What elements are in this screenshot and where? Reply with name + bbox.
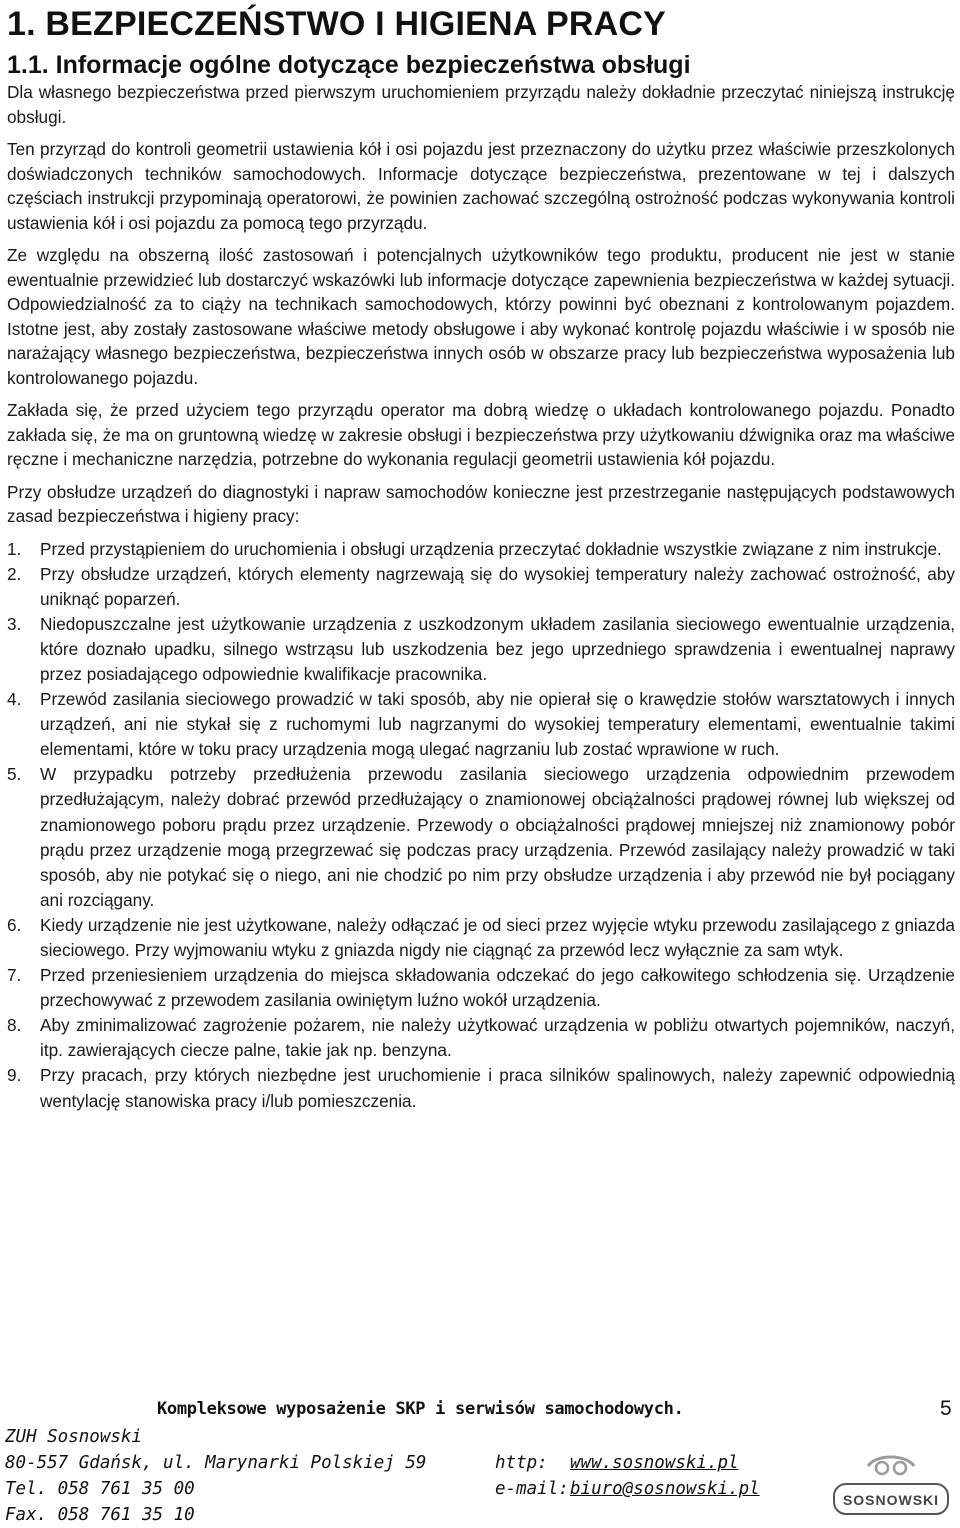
list-item bbox=[7, 963, 955, 1013]
list-item-text: Niedopuszczalne jest użytkowanie urządzenia z uszkodzonym układem zasilania sieciowego ewentualnie urządzenia, które doznało upadku, silnego wstrząsu lub uszkodzenia bez jego uprzedniego sprawdzenia i ewentualnej naprawy przez posiadającego odpowiednie kwalifikacje pracownika. bbox=[40, 613, 955, 684]
list-item-text: W przypadku potrzeby przedłużenia przewodu zasilania sieciowego urządzenia odpowiednim przewodem przedłużającym, należy dobrać przewód przedłużający o znamionowej obciążalności prądowej równej lub większej od znamionowego poboru prądu przez urządzenie. Przewody o obciążalności prądowej mniejszej niż znamionowy pobór prądu przez urządzenie mogą przegrzewać się podczas pracy urządzenia. Przewód zasilający należy prowadzić w taki sposób, aby nie potykać się o niego, ani nie chodzić po nim przy obsłudze urządzenia i aby przewód nie był pociągany ani rozciągany. bbox=[40, 764, 955, 910]
http-label: http: bbox=[495, 1453, 548, 1473]
list-item-number: 9. bbox=[7, 1065, 22, 1086]
list-item-number: 6. bbox=[7, 914, 22, 935]
list-item-number: 8. bbox=[7, 1015, 22, 1036]
list-item-number: 5. bbox=[7, 764, 22, 785]
subsection-heading: 1.1. Informacje ogólne dotyczące bezpieczeństwa obsługi bbox=[7, 51, 691, 79]
paragraph: Przy obsłudze urządzeń do diagnostyki i napraw samochodów konieczne jest przestrzeganie następujących podstawowych zasad bezpieczeństwa i higieny pracy: bbox=[7, 481, 955, 526]
list-item bbox=[7, 913, 955, 963]
list-item-text: Przy obsłudze urządzeń, których elementy nagrzewają się do wysokiej temperatury należy zachować ostrożność, aby uniknąć poparzeń. bbox=[40, 563, 955, 609]
sosnowski-logo bbox=[828, 1440, 954, 1520]
list-item-number: 3. bbox=[7, 613, 22, 634]
list-item bbox=[7, 562, 955, 612]
company-address: 80-557 Gdańsk, ul. Marynarki Polskiej 59 bbox=[5, 1453, 427, 1473]
footer-tagline: Kompleksowe wyposażenie SKP i serwisów samochodowych. bbox=[157, 1399, 684, 1419]
company-name: ZUH Sosnowski bbox=[5, 1427, 142, 1447]
list-item-text: Przewód zasilania sieciowego prowadzić w taki sposób, aby nie opierał się o krawędzie stołów warsztatowych i innych urządzeń, ani nie stykał się z ruchomymi lub nagrzanymi do wysokiej temperatury elementami, ewentualnie takimi elementami, które w toku pracy urządzenia mogą ulegać nagrzaniu lub zostać wprawione w ruch. bbox=[40, 689, 955, 760]
email-label: e-mail: bbox=[495, 1479, 569, 1499]
list-item bbox=[7, 612, 955, 687]
list-item-number: 4. bbox=[7, 689, 22, 710]
phone-number: Tel. 058 761 35 00 bbox=[5, 1479, 195, 1499]
list-item-text: Przy pracach, przy których niezbędne jest uruchomienie i praca silników spalinowych, należy zapewnić odpowiednią wentylację stanowiska pracy i/lub pomieszczenia. bbox=[40, 1065, 955, 1111]
list-item bbox=[7, 1063, 955, 1113]
paragraph: Ze względu na obszerną ilość zastosowań i potencjalnych użytkowników tego produktu, producent nie jest w stanie ewentualnie przewidzieć lub dostarczyć wskazówki lub informacje dotyczące zapewnienia bezpieczeństwa w każdej sytuacji. Odpowiedzialność za to ciąży na technikach samochodowych, którzy powinni być obeznani z kontrolowanym pojazdem. Istotne jest, aby zostały zastosowane właściwe metody obsługowe i aby wykonać kontrolę pojazdu właściwie i w sposób nie narażający własnego bezpieczeństwa, bezpieczeństwa innych osób w obszarze pracy lub bezpieczeństwa wyposażenia lub kontrolowanego pojazdu. bbox=[7, 245, 955, 388]
list-item-number: 7. bbox=[7, 965, 22, 986]
list-item-number: 1. bbox=[7, 538, 22, 559]
paragraph: Ten przyrząd do kontroli geometrii ustawienia kół i osi pojazdu jest przeznaczony do użytku przez właściwie przeszkolonych doświadczonych techników samochodowych. Informacje dotyczące bezpieczeństwa, prezentowane w tej i dalszych częściach instrukcji przypominają operatorowi, że powinien zachować szczególną ostrożność podczas wykonywania kontroli ustawienia kół i osi pojazdu za pomocą tego przyrządu. bbox=[7, 139, 955, 233]
paragraph: Zakłada się, że przed użyciem tego przyrządu operator ma dobrą wiedzę o układach kontrolowanego pojazdu. Ponadto zakłada się, że ma on gruntowną wiedzę w zakresie obsługi i bezpieczeństwa przy użytkowaniu dźwignika oraz ma właściwe ręczne i mechaniczne narzędzia, potrzebne do wykonania regulacji geometrii ustawienia kół pojazdu. bbox=[7, 400, 955, 469]
list-item-text: Przed przeniesieniem urządzenia do miejsca składowania odczekać do jego całkowitego schłodzenia się. Urządzenie przechowywać z przewodem zasilania owiniętym luźno wokół urządzenia. bbox=[40, 965, 955, 1011]
fax-number: Fax. 058 761 35 10 bbox=[5, 1505, 195, 1525]
website-link[interactable]: www.sosnowski.pl bbox=[570, 1453, 739, 1473]
list-item bbox=[7, 687, 955, 762]
logo-text: SOSNOWSKI bbox=[842, 1492, 940, 1508]
list-item-text: Aby zminimalizować zagrożenie pożarem, nie należy użytkować urządzenia w pobliżu otwartych pojemników, naczyń, itp. zawierających ciecze palne, takie jak np. benzyna. bbox=[40, 1015, 955, 1061]
section-heading: 1. BEZPIECZEŃSTWO I HIGIENA PRACY bbox=[7, 5, 666, 43]
list-item bbox=[7, 762, 955, 913]
list-item-text: Przed przystąpieniem do uruchomienia i obsługi urządzenia przeczytać dokładnie wszystkie związane z nim instrukcje. bbox=[40, 538, 942, 559]
page-number: 5 bbox=[940, 1397, 952, 1420]
list-item-text: Kiedy urządzenie nie jest użytkowane, należy odłączać je od sieci przez wyjęcie wtyku przewodu zasilającego z gniazda sieciowego. Przy wyjmowaniu wtyku z gniazda nigdy nie ciągnąć za przewód lecz wyłącznie za sam wtyk. bbox=[40, 914, 955, 960]
page-footer bbox=[5, 1424, 955, 1528]
list-item bbox=[7, 1013, 955, 1063]
list-item bbox=[7, 537, 955, 562]
email-link[interactable]: biuro@sosnowski.pl bbox=[570, 1479, 760, 1499]
page-content bbox=[7, 4, 955, 1114]
paragraph: Dla własnego bezpieczeństwa przed pierwszym uruchomieniem przyrządu należy dokładnie przeczytać niniejszą instrukcję obsługi. bbox=[7, 82, 955, 127]
safety-rules-list bbox=[7, 537, 955, 1114]
list-item-number: 2. bbox=[7, 563, 22, 584]
